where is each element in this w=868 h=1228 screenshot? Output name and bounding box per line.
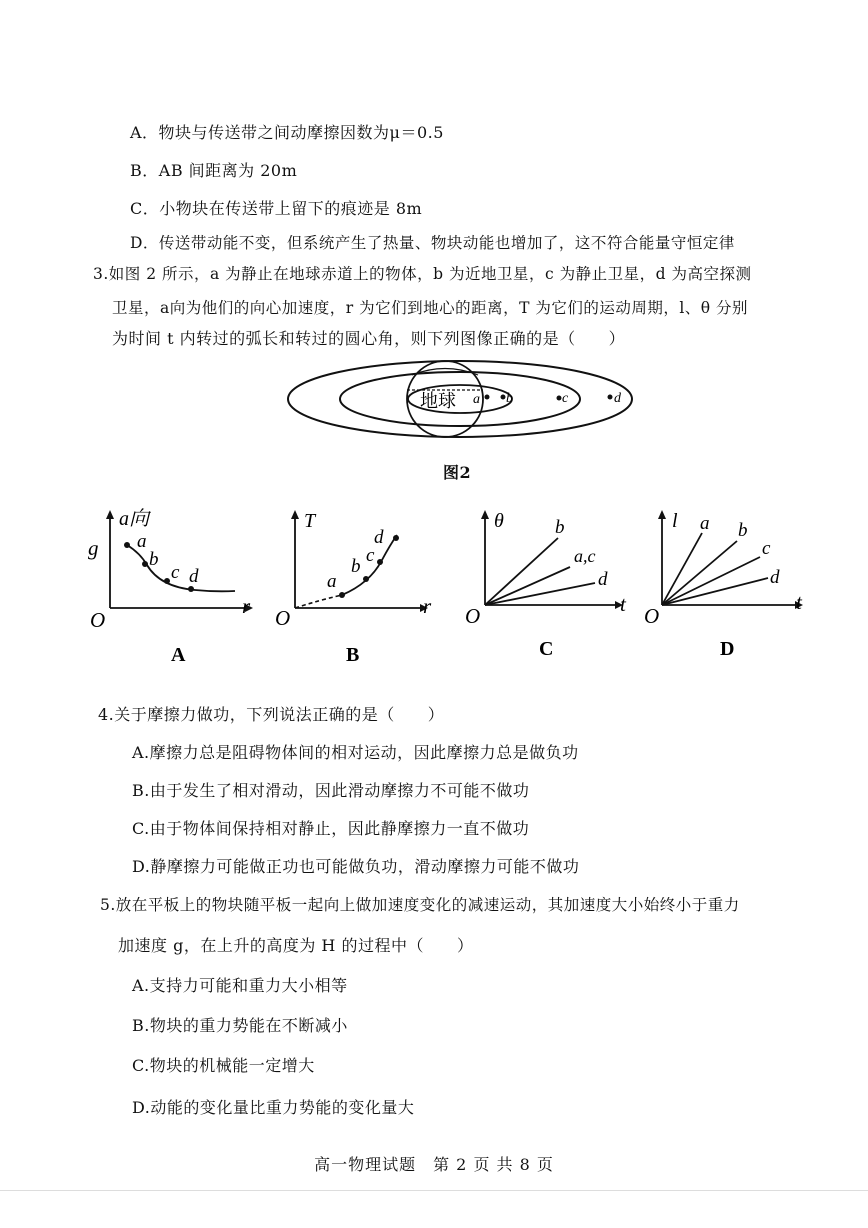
q4-option-c: C.由于物体间保持相对静止，因此静摩擦力一直不做功 bbox=[132, 819, 530, 838]
q5-option-c: C.物块的机械能一定增大 bbox=[132, 1056, 315, 1075]
point-c bbox=[557, 396, 562, 401]
svg-text:d: d bbox=[374, 527, 384, 548]
q2-option-b: B．AB 间距离为 20m bbox=[130, 161, 298, 180]
svg-text:a: a bbox=[327, 571, 337, 592]
point-d bbox=[608, 395, 613, 400]
q5-option-a: A.支持力可能和重力大小相等 bbox=[132, 976, 348, 995]
graph-c-option-label: C bbox=[539, 638, 554, 660]
orbit-label-d: d bbox=[614, 391, 621, 406]
page-edge-divider bbox=[0, 1190, 868, 1191]
point-a bbox=[485, 395, 490, 400]
q4-option-d: D.静摩擦力可能做正功也可能做负功，滑动摩擦力可能不做功 bbox=[132, 857, 580, 876]
earth-label: 地球 bbox=[420, 391, 456, 411]
svg-text:c: c bbox=[171, 562, 180, 583]
svg-text:b: b bbox=[351, 556, 361, 577]
figure-caption: 图2 bbox=[443, 463, 472, 482]
svg-text:c: c bbox=[762, 538, 771, 559]
svg-text:b: b bbox=[738, 520, 748, 541]
orbit-figure bbox=[280, 360, 640, 450]
orbit-label-a: a bbox=[473, 392, 480, 407]
graph-a-option-label: A bbox=[171, 644, 186, 665]
svg-text:O: O bbox=[644, 604, 660, 628]
q5-option-b: B.物块的重力势能在不断减小 bbox=[132, 1016, 348, 1035]
graph-a bbox=[85, 505, 260, 665]
q5-option-d: D.动能的变化量比重力势能的变化量大 bbox=[132, 1098, 415, 1117]
q2-option-c: C．小物块在传送带上留下的痕迹是 8m bbox=[130, 199, 423, 218]
graph-b-option-label: B bbox=[346, 644, 360, 665]
q2-option-d: D．传送带动能不变，但系统产生了热量、物块动能也增加了，这不符合能量守恒定律 bbox=[130, 234, 735, 252]
svg-text:b: b bbox=[149, 549, 159, 570]
svg-text:a: a bbox=[137, 531, 147, 552]
q4-option-a: A.摩擦力总是阻碍物体间的相对运动，因此摩擦力总是做负功 bbox=[132, 743, 579, 762]
orbit-label-b: b bbox=[506, 391, 513, 406]
svg-text:O: O bbox=[465, 604, 481, 628]
q2-option-a: A．物块与传送带之间动摩擦因数为μ＝0.5 bbox=[130, 123, 444, 142]
svg-text:O: O bbox=[275, 606, 291, 630]
svg-text:t: t bbox=[796, 590, 802, 614]
orbit-label-c: c bbox=[562, 391, 569, 406]
svg-text:θ: θ bbox=[494, 510, 504, 532]
q5-stem-line1: 5.放在平板上的物块随平板一起向上做加速度变化的减速运动，其加速度大小始终小于重力 bbox=[100, 896, 740, 914]
q3-stem-line1: 3.如图 2 所示，a 为静止在地球赤道上的物体，b 为近地卫星，c 为静止卫星，d 为高空探测 bbox=[93, 265, 752, 283]
svg-text:l: l bbox=[672, 510, 678, 532]
svg-text:a,c: a,c bbox=[574, 546, 596, 566]
page-footer: 高一物理试题 第 2 页 共 8 页 bbox=[314, 1155, 554, 1174]
svg-text:g: g bbox=[88, 536, 99, 560]
graph-b bbox=[270, 505, 445, 665]
graph-c bbox=[460, 505, 635, 665]
svg-text:a: a bbox=[700, 513, 710, 534]
graph-d bbox=[640, 505, 820, 665]
svg-text:r: r bbox=[242, 594, 251, 618]
svg-text:t: t bbox=[620, 592, 626, 616]
svg-text:d: d bbox=[770, 567, 780, 588]
svg-text:d: d bbox=[189, 566, 199, 587]
graph-d-option-label: D bbox=[720, 638, 735, 660]
q5-stem-line2: 加速度 g，在上升的高度为 H 的过程中（ ） bbox=[118, 936, 474, 955]
q3-stem-line3: 为时间 t 内转过的弧长和转过的圆心角，则下列图像正确的是（ ） bbox=[112, 329, 626, 348]
svg-text:b: b bbox=[555, 517, 565, 538]
q3-stem-line2: 卫星，a向为他们的向心加速度，r 为它们到地心的距离，T 为它们的运动周期，l、θ 分别 bbox=[112, 299, 749, 317]
svg-text:T: T bbox=[304, 510, 316, 532]
svg-text:a向: a向 bbox=[119, 508, 149, 530]
q4-option-b: B.由于发生了相对滑动，因此滑动摩擦力不可能不做功 bbox=[132, 781, 530, 800]
point-b bbox=[501, 395, 506, 400]
svg-text:O: O bbox=[90, 608, 106, 632]
q4-stem: 4.关于摩擦力做功，下列说法正确的是（ ） bbox=[98, 705, 445, 724]
svg-text:r: r bbox=[423, 594, 432, 618]
svg-text:d: d bbox=[598, 569, 608, 590]
svg-text:c: c bbox=[366, 545, 375, 566]
